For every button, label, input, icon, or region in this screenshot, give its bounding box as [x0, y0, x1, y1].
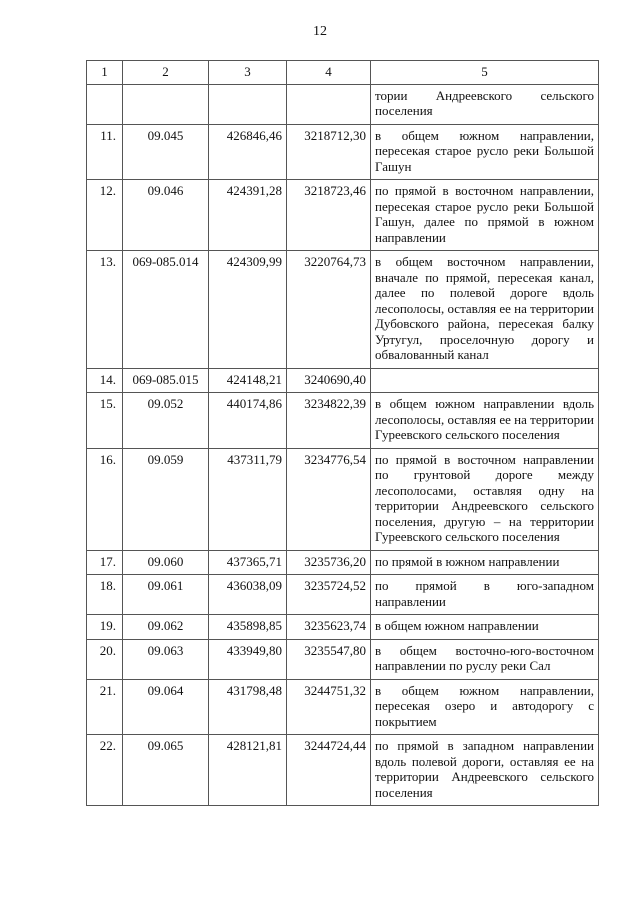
row-number-cell: 22. [87, 735, 123, 806]
description-cell: в общем южном направлении, пересекая озеро и автодорогу с покрытием [371, 679, 599, 735]
x-coordinate-cell [209, 84, 287, 124]
point-code-cell: 09.063 [123, 639, 209, 679]
description-cell: тории Андреевского сельского поселения [371, 84, 599, 124]
row-number-cell: 11. [87, 124, 123, 180]
table-row [87, 575, 599, 615]
point-code-cell [123, 84, 209, 124]
description-cell: по прямой в западном направлении вдоль полевой дороги, оставляя ее на территории Андреевского сельского поселения [371, 735, 599, 806]
point-code-cell: 09.046 [123, 180, 209, 251]
y-coordinate-cell: 3244751,32 [287, 679, 371, 735]
row-number-cell: 12. [87, 180, 123, 251]
table-row [87, 124, 599, 180]
table-row [87, 615, 599, 640]
y-coordinate-cell: 3235736,20 [287, 550, 371, 575]
table-row [87, 84, 599, 124]
table-row [87, 639, 599, 679]
x-coordinate-cell: 436038,09 [209, 575, 287, 615]
y-coordinate-cell: 3235724,52 [287, 575, 371, 615]
description-cell: по прямой в юго-западном направлении [371, 575, 599, 615]
x-coordinate-cell: 424148,21 [209, 368, 287, 393]
x-coordinate-cell: 437311,79 [209, 448, 287, 550]
point-code-cell: 09.065 [123, 735, 209, 806]
row-number-cell: 20. [87, 639, 123, 679]
x-coordinate-cell: 428121,81 [209, 735, 287, 806]
table-row [87, 679, 599, 735]
description-cell: в общем южном направлении, пересекая старое русло реки Большой Гашун [371, 124, 599, 180]
x-coordinate-cell: 424309,99 [209, 251, 287, 369]
point-code-cell: 09.062 [123, 615, 209, 640]
point-code-cell: 09.060 [123, 550, 209, 575]
y-coordinate-cell [287, 84, 371, 124]
x-coordinate-cell: 431798,48 [209, 679, 287, 735]
y-coordinate-cell: 3234822,39 [287, 393, 371, 449]
point-code-cell: 09.061 [123, 575, 209, 615]
page-number: 12 [313, 24, 327, 39]
row-number-cell: 14. [87, 368, 123, 393]
row-number-cell: 19. [87, 615, 123, 640]
description-cell: по прямой в восточном направлении, пересекая старое русло реки Большой Гашун, далее по прямой в южном направлении [371, 180, 599, 251]
table-row [87, 180, 599, 251]
row-number-cell: 15. [87, 393, 123, 449]
description-cell: в общем южном направлении [371, 615, 599, 640]
table-row [87, 251, 599, 369]
y-coordinate-cell: 3244724,44 [287, 735, 371, 806]
point-code-cell: 069-085.015 [123, 368, 209, 393]
x-coordinate-cell: 437365,71 [209, 550, 287, 575]
row-number-cell: 16. [87, 448, 123, 550]
description-cell: в общем восточном направлении, вначале по прямой, пересекая канал, далее по полевой дороге вдоль лесополосы, оставляя ее на территории Дубовского района, пересекая балку Уртугул, проселочную дорогу и обвалованный канал [371, 251, 599, 369]
x-coordinate-cell: 440174,86 [209, 393, 287, 449]
table-header-row [87, 61, 599, 85]
description-cell [371, 368, 599, 393]
row-number-cell: 18. [87, 575, 123, 615]
description-cell: по прямой в южном направлении [371, 550, 599, 575]
description-cell: в общем южном направлении вдоль лесополосы, оставляя ее на территории Гуреевского сельского поселения [371, 393, 599, 449]
table-row [87, 448, 599, 550]
x-coordinate-cell: 435898,85 [209, 615, 287, 640]
y-coordinate-cell: 3240690,40 [287, 368, 371, 393]
header-cell-1: 1 [87, 61, 123, 85]
boundary-table [86, 60, 599, 806]
header-cell-4: 4 [287, 61, 371, 85]
x-coordinate-cell: 426846,46 [209, 124, 287, 180]
row-number-cell: 17. [87, 550, 123, 575]
description-cell: по прямой в восточном направлении по грунтовой дороге между лесополосами, оставляя одну на территории Андреевского сельского поселения, другую – на территории Гуреевского сельского поселения [371, 448, 599, 550]
row-number-cell: 13. [87, 251, 123, 369]
row-number-cell: 21. [87, 679, 123, 735]
point-code-cell: 069-085.014 [123, 251, 209, 369]
y-coordinate-cell: 3220764,73 [287, 251, 371, 369]
table-row [87, 368, 599, 393]
y-coordinate-cell: 3218712,30 [287, 124, 371, 180]
x-coordinate-cell: 433949,80 [209, 639, 287, 679]
y-coordinate-cell: 3218723,46 [287, 180, 371, 251]
header-cell-3: 3 [209, 61, 287, 85]
row-number-cell [87, 84, 123, 124]
table-row [87, 550, 599, 575]
header-cell-5: 5 [371, 61, 599, 85]
header-cell-2: 2 [123, 61, 209, 85]
y-coordinate-cell: 3235547,80 [287, 639, 371, 679]
x-coordinate-cell: 424391,28 [209, 180, 287, 251]
y-coordinate-cell: 3234776,54 [287, 448, 371, 550]
y-coordinate-cell: 3235623,74 [287, 615, 371, 640]
point-code-cell: 09.052 [123, 393, 209, 449]
table-row [87, 735, 599, 806]
point-code-cell: 09.045 [123, 124, 209, 180]
table-row [87, 393, 599, 449]
point-code-cell: 09.064 [123, 679, 209, 735]
point-code-cell: 09.059 [123, 448, 209, 550]
description-cell: в общем восточно-юго-восточном направлении по руслу реки Сал [371, 639, 599, 679]
